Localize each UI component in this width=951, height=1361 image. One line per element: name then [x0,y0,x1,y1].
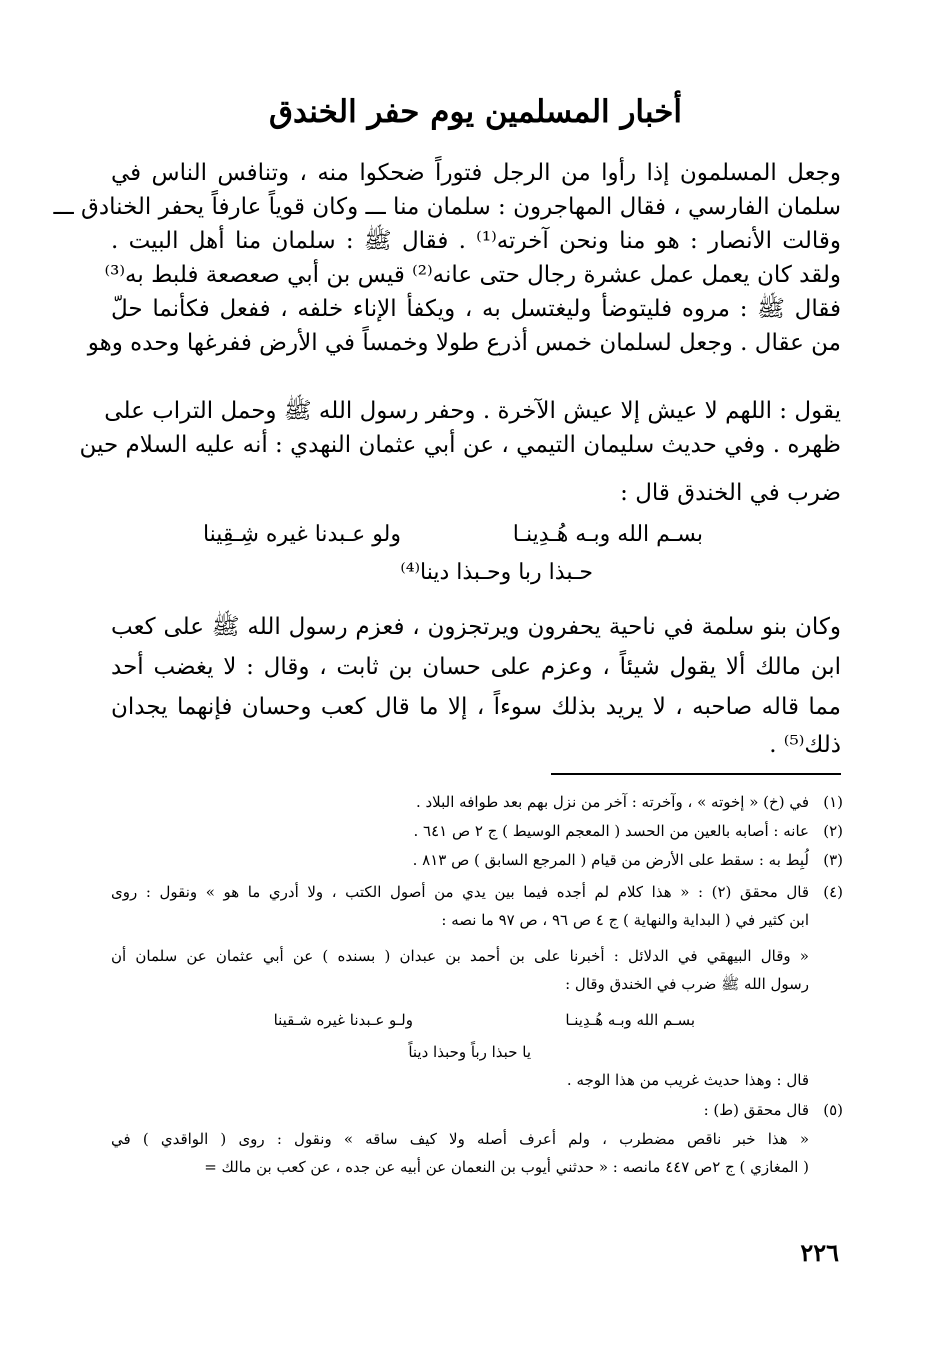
body-line-9: ضرب في الخندق قال : [620,480,841,506]
footnote-5-line-2: « هذا خبر ناقص مضطرب ، ولم أعرف أصله ولا كيف ساقه » ونقول : روى ( الواقدي ) في [111,1130,809,1148]
verse-line-2: حـبذا ربا وحـبذا دينا⁽⁴⁾ [400,560,593,585]
body-line-7: يقول : اللهم لا عيش إلا عيش الآخرة . وحفر رسول الله ﷺ وحمل التراب على [104,398,841,424]
footnote-4-line-5: قال : وهذا حديث غريب من هذا الوجه . [566,1071,809,1089]
footnote-2 [111,819,843,843]
footnote-number: (٤) [823,883,843,901]
body-line-1: وجعل المسلمون إذا رأوا من الرجل فتوراً ضحكوا منه ، وتنافس الناس في [111,160,841,186]
footnote-4-line-3: « وقال البيهقي في الدلائل : أخبرنا على بن أحمد بن عبدان ( بسنده ) عن أبي عثمان عن سلمان أن [111,947,809,965]
body-line-4: ولقد كان يعمل عمل عشرة رجال حتى عانه⁽²⁾ قيس بن أبي صعصعة فلبط به⁽³⁾ [104,262,841,288]
body-line-5: فقال ﷺ : مروه فليتوضأ وليغتسل به ، ويكفأ الإناء خلفه ، ففعل فكأنما حلّ [111,296,841,322]
footnote-number: (٢) [823,822,843,840]
body2-line-4: ذلك⁽⁵⁾ . [769,732,841,758]
footnote-4-verse-second: ولـو عـبدنا غيره شـقينا [273,1011,413,1029]
body-line-8: ظهره . وفي حديث سليمان التيمي ، عن أبي عثمان النهدي : أنه عليه السلام حين [79,432,841,458]
footnote-5 [111,1098,843,1122]
footnote-1 [111,790,843,814]
body2-line-2: ابن مالك ألا يقول شيئاً ، وعزم على حسان بن ثابت ، وقال : لا يغضب أحد [111,654,841,680]
footnote-text: في (خ) « إخوته » ، وآخرته : آخر من نزل بهم بعد طوافه البلاد . [415,793,809,811]
verse-second-half: ولو عـبدنا غيره شِـقِينا [202,522,401,547]
footnote-separator [551,773,841,775]
chapter-title: أخبار المسلمين يوم حفر الخندق [268,94,683,130]
page-number: ٢٢٦ [800,1238,839,1267]
body-line-2: سلمان الفارسي ، فقال المهاجرون : سلمان منا ـــ وكان قوياً عارفاً يحفر الخنادق ـــ [53,194,841,220]
footnote-number: (١) [823,793,843,811]
footnote-4-verse-first: بسـم الله وبـه هُـدِينـا [565,1011,695,1029]
body-line-3: وقالت الأنصار : هو منا ونحن آخرته⁽¹⁾ . فقال ﷺ : سلمان منا أهل البيت . [111,228,842,254]
body2-line-3: مما قاله صاحبه ، لا يريد بذلك سوءاً ، إلا ما قال كعب وحسان فإنهما يجدان [111,694,841,720]
body2-line-1: وكان بنو سلمة في ناحية يحفرون ويرتجزون ، فعزم رسول الله ﷺ على كعب [111,614,841,640]
footnote-4-verse-line-2: يا حبذا رباً وحبذا ديناً [408,1043,531,1061]
footnote-4-line-4: رسول الله ﷺ ضرب في الخندق وقال : [565,975,809,993]
footnote-5-line-3: ( المغازي ) ج ٢ص ٤٤٧ مانصه : « حدثني أيوب بن النعمان عن أبيه عن جده ، عن كعب بن مالك = [204,1158,809,1176]
footnote-text: قال محقق (ط) : [703,1101,809,1119]
footnote-text: لُبِط به : سقط على الأرض من قيام ( المرجع السابق ) ص ٨١٣ . [412,851,809,869]
footnote-number: (٣) [823,851,843,869]
footnote-4 [111,880,843,904]
footnote-text: قال محقق (٢) : « هذا كلام لم أجده فيما بين يدي من أصول الكتب ، ولا أدري ما هو » ونقول : روى [111,883,809,901]
footnote-text: عانه : أصابه بالعين من الحسد ( المعجم الوسيط ) ج ٢ ص ٦٤١ . [413,822,809,840]
footnote-3 [111,848,843,872]
footnote-number: (٥) [823,1101,843,1119]
body-line-6: من عقال . وجعل لسلمان خمس أذرع طولا وخمساً في الأرض ففرغها وحده وهو [87,330,841,356]
footnote-4-line-2: ابن كثير في ( البداية والنهاية ) ج ٤ ص ٩٦ ، ص ٩٧ ما نصه : [441,911,809,929]
verse-first-half: بسـم الله وبـه هُـدِينـا [512,522,703,547]
